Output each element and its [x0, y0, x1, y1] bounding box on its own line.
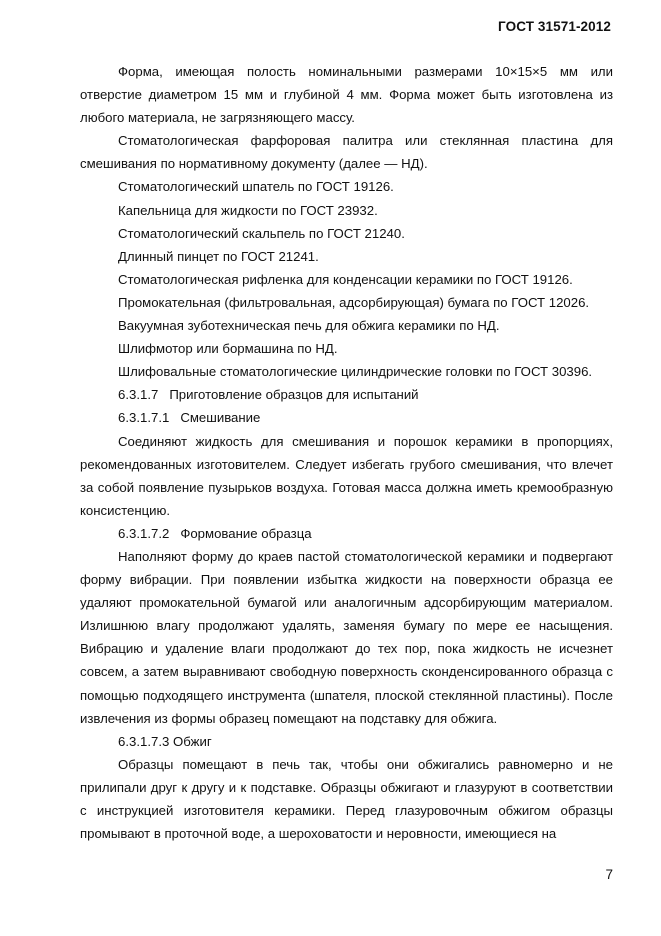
paragraph-blotting-paper: Промокательная (фильтровальная, адсорбирующая) бумага по ГОСТ 12026.	[118, 294, 590, 310]
document-body	[80, 60, 613, 845]
paragraph-vacuum-furnace: Вакуумная зуботехническая печь для обжига керамики по НД.	[118, 318, 500, 334]
section-heading-6-3-1-7-2: 6.3.1.7.2 Формование образца	[118, 525, 312, 541]
section-heading-6-3-1-7-3: 6.3.1.7.3 Обжиг	[118, 733, 212, 749]
paragraph-scalpel: Стоматологический скальпель по ГОСТ 21240.	[118, 225, 405, 241]
page-number: 7	[605, 867, 613, 882]
paragraph-tweezers: Длинный пинцет по ГОСТ 21241.	[118, 248, 319, 264]
paragraph-dropper: Капельница для жидкости по ГОСТ 23932.	[118, 202, 378, 218]
paragraph-firing: Образцы помещают в печь так, чтобы они обжигались равномерно и не прилипали друг к другу и к подставке. Образцы обжигают и глазуруют в соответствии с инструкцией изготовителя керамики. Перед глазуровочным обжигом образцы промывают в проточной воде, а шероховатости и неровности, имеющиеся на	[80, 756, 613, 842]
paragraph-mold: Форма, имеющая полость номинальными размерами 10×15×5 мм или отверстие диаметром 15 мм и глубиной 4 мм. Форма может быть изготовлена из любого материала, не загрязняющего массу.	[80, 64, 613, 126]
paragraph-grinder: Шлифмотор или бормашина по НД.	[118, 341, 338, 357]
section-heading-6-3-1-7: 6.3.1.7 Приготовление образцов для испытаний	[118, 387, 419, 403]
paragraph-mixing: Соединяют жидкость для смешивания и порошок керамики в пропорциях, рекомендованных изготовителем. Следует избегать грубого смешивания, что влечет за собой появление пузырьков воздуха. Готовая масса должна иметь кремообразную консистенцию.	[80, 433, 613, 518]
paragraph-palette: Стоматологическая фарфоровая палитра или стеклянная пластина для смешивания по нормативному документу (далее — НД).	[80, 133, 613, 172]
section-heading-6-3-1-7-1: 6.3.1.7.1 Смешивание	[118, 410, 261, 426]
paragraph-spatula: Стоматологический шпатель по ГОСТ 19126.	[118, 179, 394, 195]
document-code-header: ГОСТ 31571-2012	[498, 19, 611, 34]
paragraph-condenser: Стоматологическая рифленка для конденсации керамики по ГОСТ 19126.	[118, 271, 573, 287]
paragraph-grinding-heads: Шлифовальные стоматологические цилиндрические головки по ГОСТ 30396.	[118, 364, 593, 380]
paragraph-molding: Наполняют форму до краев пастой стоматологической керамики и подвергают форму вибрации. При появлении избытка жидкости на поверхности образца ее удаляют промокательной бумагой или аналогичным адсорбирующим материалом. Излишнюю влагу продолжают удалять, заменяя бумагу по мере ее насыщения. Вибрацию и удаление влаги продолжают до тех пор, пока жидкость не исчезнет совсем, а затем выравнивают свободную поверхность сконденсированного образца с помощью подходящего инструмента (шпателя, плоской стеклянной пластины). После извлечения из формы образец помещают на подставку для обжига.	[80, 548, 613, 726]
